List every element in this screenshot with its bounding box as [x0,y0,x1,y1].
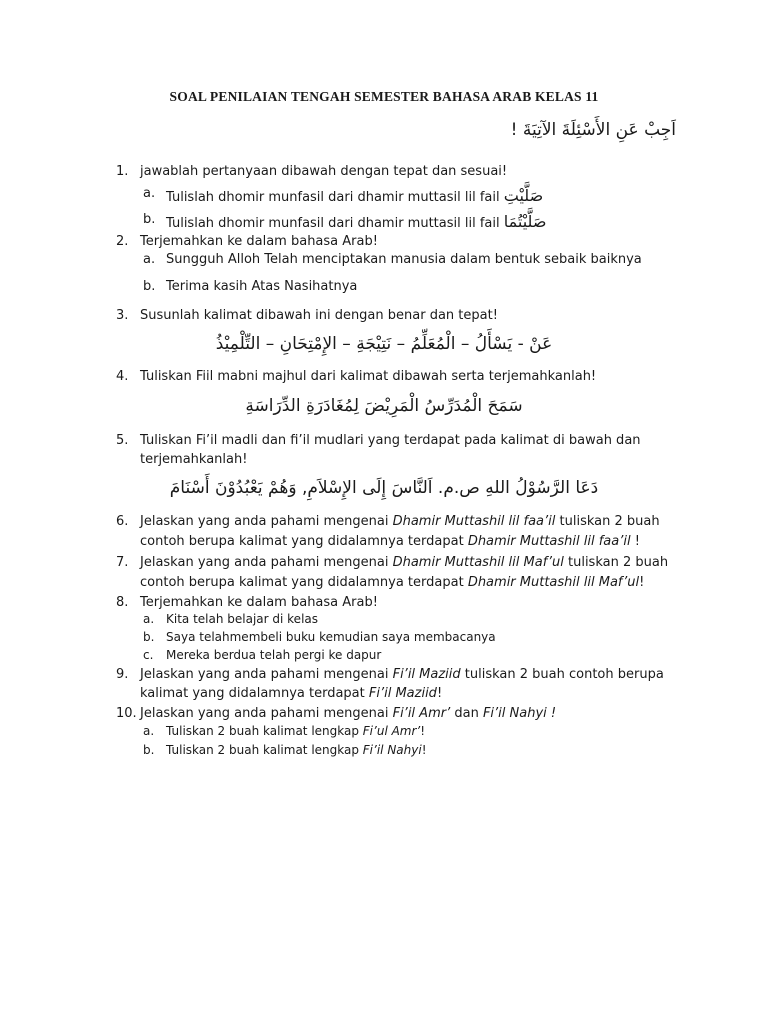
sub-item-text: Terima kasih Atas Nasihatnya [166,279,358,294]
question-text: Jelaskan yang anda pahami mengenai Dhamir Muttashil lil Maf’ul tuliskan 2 buah [140,555,669,570]
question-number: 1. [116,164,129,179]
question-text: Jelaskan yang anda pahami mengenai Fi’il Amr’ dan Fi’il Nahyi ! [140,706,557,721]
question-text: Terjemahkan ke dalam bahasa Arab! [140,595,378,610]
question-number: 8. [116,595,129,610]
sub-item-text: Kita telah belajar di kelas [166,612,319,626]
sub-label: b. [143,630,155,644]
arabic-sentence: سَمَحَ الْمُدَرِّسُ الْمَرِيْضَ لِمُغَادَرَةِ الدِّرَاسَةِ [245,396,523,416]
arabic-sentence: عَنْ - يَسْأَلُ – الْمُعَلِّمُ – نَتِيْجَةِ – الإِمْتِحَانِ – التِّلْمِيْذُ [215,334,553,354]
arabic-word: صَلَّيْتُمَا [503,212,547,231]
sub-label: b. [143,212,156,227]
question-number: 6. [116,514,129,529]
sub-item-text: Mereka berdua telah pergi ke dapur [166,648,382,662]
question-text: Terjemahkan ke dalam bahasa Arab! [140,234,378,249]
question-text-cont: contoh berupa kalimat yang didalamnya terdapat Dhamir Muttashil lil faa’il ! [140,534,640,549]
question-text: jawablah pertanyaan dibawah dengan tepat dan sesuai! [140,164,508,179]
sub-label: b. [143,279,156,294]
sub-item-text: Saya telahmembeli buku kemudian saya membacanya [166,630,496,644]
question-text: Jelaskan yang anda pahami mengenai Dhamir Muttashil lil faa’il tuliskan 2 buah [140,514,660,529]
sub-item-text: Tuliskan 2 buah kalimat lengkap Fi’il Nahyi! [166,743,427,757]
sub-label: a. [143,724,155,738]
sub-label: a. [143,612,155,626]
sub-label: a. [143,252,156,267]
question-text-cont: contoh berupa kalimat yang didalamnya terdapat Dhamir Muttashil lil Maf’ul! [140,575,645,590]
sub-label: c. [143,648,154,662]
arabic-instruction: اَجِبْ عَنِ الأَسْئِلَةَ الآتِيَةَ ! [510,120,676,140]
arabic-word: صَلَّيْتِ [503,186,544,205]
question-number: 5. [116,433,129,448]
sub-item-text: Tulislah dhomir munfasil dari dhamir muttasil lil fail صَلَّيْتِ [166,186,544,205]
question-number: 10. [116,706,137,721]
question-text-cont: kalimat yang didalamnya terdapat Fi’il Maziid! [140,686,443,701]
question-number: 9. [116,667,129,682]
question-text: Jelaskan yang anda pahami mengenai Fi’il Maziid tuliskan 2 buah contoh berupa [140,667,664,682]
sub-item-text: Sungguh Alloh Telah menciptakan manusia dalam bentuk sebaik baiknya [166,252,642,267]
question-text-cont: terjemahkanlah! [140,452,248,467]
question-text: Susunlah kalimat dibawah ini dengan benar dan tepat! [140,308,498,323]
question-number: 7. [116,555,129,570]
sub-label: a. [143,186,156,201]
question-text: Tuliskan Fi’il madli dan fi’il mudlari yang terdapat pada kalimat di bawah dan [140,433,641,448]
question-number: 4. [116,369,129,384]
question-number: 2. [116,234,129,249]
exam-title: SOAL PENILAIAN TENGAH SEMESTER BAHASA ARAB KELAS 11 [169,89,599,104]
question-text: Tuliskan Fiil mabni majhul dari kalimat dibawah serta terjemahkanlah! [140,369,597,384]
sub-item-text: Tulislah dhomir munfasil dari dhamir muttasil lil fail صَلَّيْتُمَا [166,212,547,231]
sub-label: b. [143,743,155,757]
question-number: 3. [116,308,129,323]
sub-item-text: Tuliskan 2 buah kalimat lengkap Fi’ul Amr’! [166,724,426,738]
arabic-sentence: دَعَا الرَّسُوْلُ اللهِ ص.م. اَلنَّاسَ إِلَى الإِسْلاَمِ, وَهُمْ يَعْبُدُوْنَ أَسْنَامَ [169,478,599,498]
